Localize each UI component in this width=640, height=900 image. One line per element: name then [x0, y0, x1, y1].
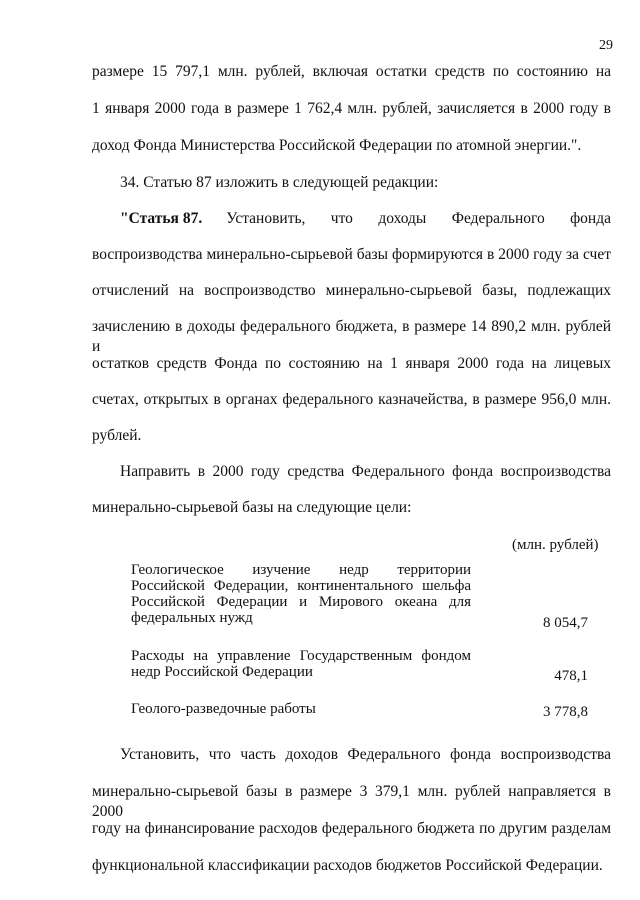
item-34-text: 34. Статью 87 изложить в следующей редакции: — [120, 174, 439, 191]
page-number: 29 — [599, 38, 613, 53]
article-line: остатков средств Фонда по состоянию на 1 января 2000 года на лицевых — [92, 355, 611, 372]
paragraph-line: 1 января 2000 года в размере 1 762,4 млн. рублей, зачисляется в 2000 году в — [92, 100, 611, 117]
article-line: рублей. — [92, 427, 142, 444]
final-line: Установить, что часть доходов Федерального фонда воспроизводства — [120, 746, 611, 763]
paragraph-line: доход Фонда Министерства Российской Федерации по атомной энергии.". — [92, 137, 582, 154]
table-row-1-value: 8 054,7 — [543, 615, 588, 631]
direct-line: минерально-сырьевой базы на следующие цели: — [92, 499, 412, 516]
table-row-1-line: Геологическое изучение недр территории — [131, 562, 471, 578]
table-row-1-line: федеральных нужд — [131, 610, 253, 626]
final-line: функциональной классификации расходов бюджетов Российской Федерации. — [92, 857, 603, 874]
final-line: минерально-сырьевой базы в размере 3 379,1 млн. рублей направляется в 2000 — [92, 783, 611, 820]
article-line: зачислению в доходы федерального бюджета, в размере 14 890,2 млн. рублей и — [92, 318, 611, 355]
article-first-line — [120, 209, 611, 229]
table-row-2-line: недр Российской Федерации — [131, 664, 313, 680]
table-row-1-line: Российской Федерации и Мирового океана для — [131, 594, 471, 610]
article-line: отчислений на воспроизводство минерально-сырьевой базы, подлежащих — [92, 282, 611, 299]
final-line: году на финансирование расходов федерального бюджета по другим разделам — [92, 820, 611, 837]
direct-line: Направить в 2000 году средства Федерального фонда воспроизводства — [120, 463, 611, 480]
table-units: (млн. рублей) — [512, 537, 599, 553]
paragraph-line: размере 15 797,1 млн. рублей, включая остатки средств по состоянию на — [92, 63, 611, 80]
table-row-1-line: Российской Федерации, континентального шельфа — [131, 578, 471, 594]
table-row-2-value: 478,1 — [554, 668, 588, 684]
article-first-line-text: Установить, что доходы Федерального фонда — [226, 210, 611, 227]
article-line: счетах, открытых в органах федерального казначейства, в размере 956,0 млн. — [92, 391, 611, 408]
table-row-3-value: 3 778,8 — [543, 704, 588, 720]
table-row-2-line: Расходы на управление Государственным фондом — [131, 648, 471, 664]
table-row-3-line: Геолого-разведочные работы — [131, 701, 316, 717]
article-line: воспроизводства минерально-сырьевой базы формируются в 2000 году за счет — [92, 246, 611, 263]
article-heading: "Статья 87. — [120, 210, 203, 227]
